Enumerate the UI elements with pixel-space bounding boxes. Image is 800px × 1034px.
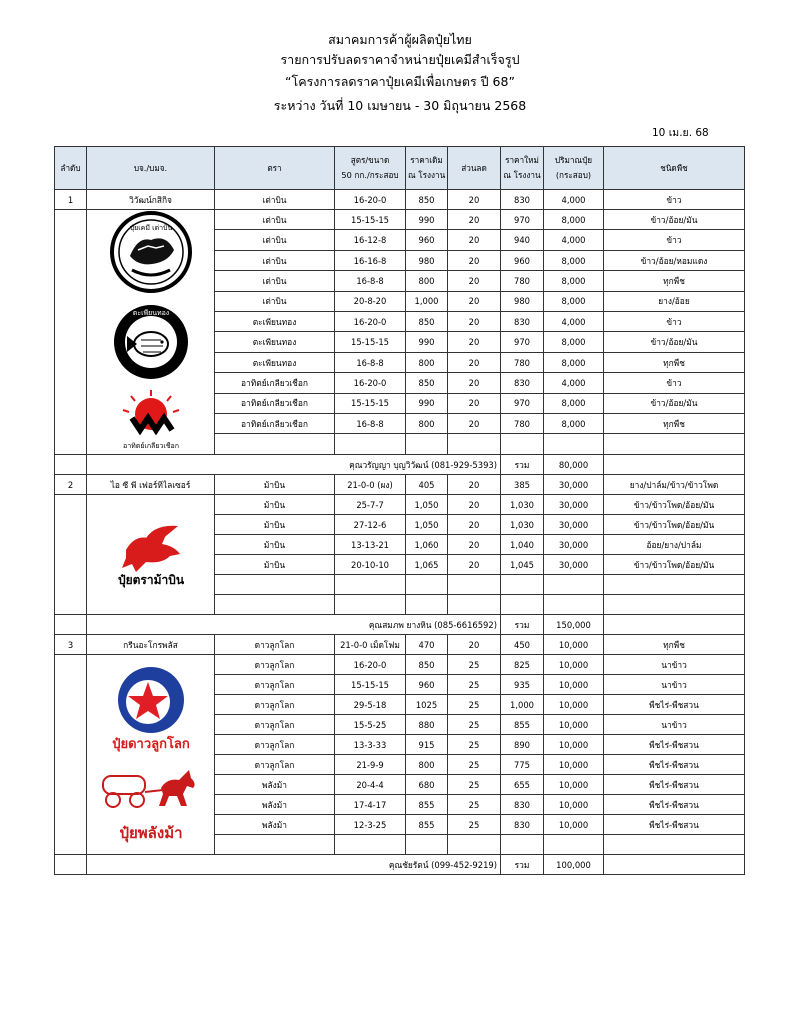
no-spacer-cell xyxy=(55,495,87,615)
col-new-price xyxy=(501,147,544,190)
cell-crop: ข้าว/ข้าวโพด/อ้อย/มัน xyxy=(604,495,745,515)
cell-crop: ทุกพืช xyxy=(604,414,745,434)
cell-formula: 21-0-0 (ผง) xyxy=(335,475,406,495)
cell-old: 405 xyxy=(406,475,448,495)
company-name: วิวัฒน์กสิกิจ xyxy=(87,190,215,210)
cell-qty: 8,000 xyxy=(544,271,604,291)
cell-crop: ข้าว xyxy=(604,230,745,250)
cell-discount: 20 xyxy=(448,635,501,655)
cell-new: 830 xyxy=(501,373,544,393)
row-no: 2 xyxy=(55,475,87,495)
col-new-line2: ณ โรงงาน xyxy=(503,170,541,180)
cell-qty: 4,000 xyxy=(544,230,604,250)
cell-brand: ตะเพียนทอง xyxy=(215,312,335,332)
cell-old: 1,050 xyxy=(406,515,448,535)
cell-old: 915 xyxy=(406,735,448,755)
cell-old: 960 xyxy=(406,675,448,695)
cell-formula: 16-8-8 xyxy=(335,352,406,372)
col-qty-line2: (กระสอบ) xyxy=(555,170,592,180)
cell-old: 1,000 xyxy=(406,291,448,311)
cell-qty: 4,000 xyxy=(544,312,604,332)
group-total-row xyxy=(55,455,745,475)
cell-discount: 20 xyxy=(448,475,501,495)
cell-formula: 27-12-6 xyxy=(335,515,406,535)
contact-person: คุณชัยรัตน์ (099-452-9219) xyxy=(87,855,501,875)
cell-new: 830 xyxy=(501,795,544,815)
cell-crop: พืชไร่-พืชสวน xyxy=(604,755,745,775)
cell-brand: เต่าบิน xyxy=(215,210,335,230)
cell-old: 850 xyxy=(406,190,448,210)
cell-new: 1,030 xyxy=(501,495,544,515)
cell-discount: 20 xyxy=(448,373,501,393)
cell-discount: 20 xyxy=(448,535,501,555)
cell-formula: 16-12-8 xyxy=(335,230,406,250)
cell-discount: 25 xyxy=(448,655,501,675)
cell-brand: ตะเพียนทอง xyxy=(215,332,335,352)
cell-qty: 8,000 xyxy=(544,414,604,434)
cell-brand: อาทิตย์เกลียวเชือก xyxy=(215,393,335,413)
cell-discount: 20 xyxy=(448,312,501,332)
cell-new: 450 xyxy=(501,635,544,655)
cell-formula: 13-3-33 xyxy=(335,735,406,755)
cell-formula: 20-8-20 xyxy=(335,291,406,311)
cell-qty: 10,000 xyxy=(544,735,604,755)
cell-old: 800 xyxy=(406,414,448,434)
cell-qty: 10,000 xyxy=(544,775,604,795)
cell-crop: ข้าว/อ้อย/มัน xyxy=(604,332,745,352)
cell-old: 990 xyxy=(406,210,448,230)
cell-new: 1,040 xyxy=(501,535,544,555)
cell-qty: 30,000 xyxy=(544,475,604,495)
cell-formula: 15-15-15 xyxy=(335,675,406,695)
cell-brand: เต่าบิน xyxy=(215,271,335,291)
cell-qty: 10,000 xyxy=(544,635,604,655)
col-old-price xyxy=(406,147,448,190)
cell-crop: ทุกพืช xyxy=(604,635,745,655)
pegasus-logo-text: ปุ๋ยตราม้าบิน xyxy=(117,572,184,587)
cell-brand: เต่าบิน xyxy=(215,190,335,210)
col-formula-line2: 50 กก./กระสอบ xyxy=(341,170,399,180)
cell-formula: 16-20-0 xyxy=(335,190,406,210)
cell-brand: เต่าบิน xyxy=(215,291,335,311)
cell-brand: พลังม้า xyxy=(215,815,335,835)
cell-old: 980 xyxy=(406,250,448,270)
cell-discount: 20 xyxy=(448,515,501,535)
contact-person: คุณสมภพ ยางหิน (085-6616592) xyxy=(87,615,501,635)
sun-rope-logo-icon xyxy=(106,388,196,454)
cell-new: 970 xyxy=(501,210,544,230)
company-name: กรีนอะโกรพลัส xyxy=(87,635,215,655)
cell-discount: 20 xyxy=(448,250,501,270)
table-row xyxy=(55,495,745,515)
col-discount: ส่วนลด xyxy=(448,147,501,190)
cell-old: 880 xyxy=(406,715,448,735)
turtle-logo-icon xyxy=(108,210,194,294)
cell-old: 680 xyxy=(406,775,448,795)
cell-crop: พืชไร่-พืชสวน xyxy=(604,735,745,755)
col-formula-line1: สูตร/ขนาด xyxy=(350,155,390,165)
contact-person: คุณวรัญญา บุญวิวัฒน์ (081-929-5393) xyxy=(87,455,501,475)
cell-formula: 20-10-10 xyxy=(335,555,406,575)
cell-formula: 29-5-18 xyxy=(335,695,406,715)
cell-crop: ยาง/ปาล์ม/ข้าว/ข้าวโพด xyxy=(604,475,745,495)
cell-old: 800 xyxy=(406,352,448,372)
cell-old: 850 xyxy=(406,655,448,675)
cell-new: 1,045 xyxy=(501,555,544,575)
cell-new: 780 xyxy=(501,271,544,291)
no-spacer-cell xyxy=(55,210,87,455)
col-old-line2: ณ โรงงาน xyxy=(408,170,446,180)
cell-new: 385 xyxy=(501,475,544,495)
cell-qty: 10,000 xyxy=(544,655,604,675)
cell-brand: ดาวลูกโลก xyxy=(215,755,335,775)
cell-new: 1,000 xyxy=(501,695,544,715)
cell-brand: ดาวลูกโลก xyxy=(215,735,335,755)
cell-discount: 20 xyxy=(448,495,501,515)
company-name: ไอ ซี พี เฟอร์ทิไลเซอร์ xyxy=(87,475,215,495)
col-brand: ตรา xyxy=(215,147,335,190)
cell-old: 855 xyxy=(406,815,448,835)
cell-new: 780 xyxy=(501,414,544,434)
cell-discount: 20 xyxy=(448,393,501,413)
group2-logos xyxy=(87,520,214,590)
cell-discount: 20 xyxy=(448,271,501,291)
cell-crop: ข้าว/ข้าวโพด/อ้อย/มัน xyxy=(604,555,745,575)
logo-cell xyxy=(87,495,215,615)
cell-new: 980 xyxy=(501,291,544,311)
cell-qty: 4,000 xyxy=(544,190,604,210)
col-old-line1: ราคาเดิม xyxy=(410,155,443,165)
cell-qty: 8,000 xyxy=(544,291,604,311)
cell-new: 775 xyxy=(501,755,544,775)
fish-logo-icon xyxy=(111,302,191,382)
doc-title: รายการปรับลดราคาจำหน่ายปุ๋ยเคมีสำเร็จรูป xyxy=(280,52,520,67)
cell-discount: 20 xyxy=(448,352,501,372)
cell-brand: ม้าบิน xyxy=(215,495,335,515)
cell-crop: พืชไร่-พืชสวน xyxy=(604,815,745,835)
cell-discount: 20 xyxy=(448,414,501,434)
logo-cell xyxy=(87,655,215,855)
cell-formula: 16-20-0 xyxy=(335,655,406,675)
cell-old: 990 xyxy=(406,332,448,352)
cell-formula: 12-3-25 xyxy=(335,815,406,835)
star-globe-logo-icon xyxy=(96,664,206,754)
document-date: 10 เม.ย. 68 xyxy=(652,127,709,139)
cell-crop: ข้าว xyxy=(604,373,745,393)
cell-brand: ดาวลูกโลก xyxy=(215,715,335,735)
cell-new: 830 xyxy=(501,312,544,332)
table-row xyxy=(55,210,745,230)
cell-new: 830 xyxy=(501,190,544,210)
cell-formula: 15-15-15 xyxy=(335,210,406,230)
cell-qty: 8,000 xyxy=(544,352,604,372)
col-quantity xyxy=(544,147,604,190)
group3-logos xyxy=(87,664,214,846)
cell-crop: ข้าว/อ้อย/มัน xyxy=(604,393,745,413)
cell-new: 890 xyxy=(501,735,544,755)
logo-cell xyxy=(87,210,215,455)
cell-brand: ดาวลูกโลก xyxy=(215,675,335,695)
total-quantity: 80,000 xyxy=(544,455,604,475)
group-total-row xyxy=(55,855,745,875)
col-qty-line1: ปริมาณปุ๋ย xyxy=(554,155,593,165)
cell-discount: 25 xyxy=(448,735,501,755)
table-row xyxy=(55,190,745,210)
cell-crop: ทุกพืช xyxy=(604,352,745,372)
table-row xyxy=(55,655,745,675)
cell-brand: ม้าบิน xyxy=(215,475,335,495)
cell-discount: 25 xyxy=(448,755,501,775)
col-crop: ชนิดพืช xyxy=(604,147,745,190)
pegasus-logo-icon xyxy=(96,520,206,590)
cell-brand: พลังม้า xyxy=(215,795,335,815)
cell-formula: 15-5-25 xyxy=(335,715,406,735)
cell-brand: ม้าบิน xyxy=(215,515,335,535)
cell-old: 855 xyxy=(406,795,448,815)
cell-discount: 20 xyxy=(448,190,501,210)
total-label: รวม xyxy=(501,455,544,475)
horse-cart-logo-icon xyxy=(93,764,209,846)
cell-old: 800 xyxy=(406,271,448,291)
cell-discount: 25 xyxy=(448,795,501,815)
cell-crop: ข้าว xyxy=(604,190,745,210)
cell-old: 1025 xyxy=(406,695,448,715)
price-table xyxy=(54,146,745,875)
total-label: รวม xyxy=(501,855,544,875)
cell-old: 960 xyxy=(406,230,448,250)
cell-crop: ข้าว/ข้าวโพด/อ้อย/มัน xyxy=(604,515,745,535)
cell-qty: 10,000 xyxy=(544,795,604,815)
total-quantity: 150,000 xyxy=(544,615,604,635)
cell-qty: 10,000 xyxy=(544,695,604,715)
cell-new: 830 xyxy=(501,815,544,835)
col-formula xyxy=(335,147,406,190)
cell-formula: 13-13-21 xyxy=(335,535,406,555)
table-header-row xyxy=(55,147,745,190)
group-total-row xyxy=(55,615,745,635)
cell-qty: 30,000 xyxy=(544,515,604,535)
cell-crop: ข้าว/อ้อย/หอมแดง xyxy=(604,250,745,270)
group1-logos xyxy=(87,210,214,454)
total-label: รวม xyxy=(501,615,544,635)
cell-old: 470 xyxy=(406,635,448,655)
cell-crop: พืชไร่-พืชสวน xyxy=(604,795,745,815)
cell-discount: 25 xyxy=(448,695,501,715)
cell-new: 655 xyxy=(501,775,544,795)
cell-new: 960 xyxy=(501,250,544,270)
cell-qty: 8,000 xyxy=(544,250,604,270)
cell-new: 970 xyxy=(501,393,544,413)
row-no: 1 xyxy=(55,190,87,210)
cell-crop: นาข้าว xyxy=(604,715,745,735)
cell-old: 850 xyxy=(406,373,448,393)
cell-brand: พลังม้า xyxy=(215,775,335,795)
cell-qty: 10,000 xyxy=(544,755,604,775)
row-no: 3 xyxy=(55,635,87,655)
cell-new: 855 xyxy=(501,715,544,735)
cell-discount: 20 xyxy=(448,230,501,250)
cell-new: 825 xyxy=(501,655,544,675)
cell-old: 850 xyxy=(406,312,448,332)
cell-discount: 25 xyxy=(448,815,501,835)
cell-crop: อ้อย/ยาง/ปาล์ม xyxy=(604,535,745,555)
cell-formula: 16-20-0 xyxy=(335,373,406,393)
cell-qty: 4,000 xyxy=(544,373,604,393)
cell-qty: 30,000 xyxy=(544,555,604,575)
cell-old: 990 xyxy=(406,393,448,413)
col-new-line1: ราคาใหม่ xyxy=(505,155,539,165)
cell-brand: ดาวลูกโลก xyxy=(215,655,335,675)
no-spacer-cell xyxy=(55,655,87,855)
cell-brand: เต่าบิน xyxy=(215,250,335,270)
cell-formula: 20-4-4 xyxy=(335,775,406,795)
cell-new: 940 xyxy=(501,230,544,250)
total-quantity: 100,000 xyxy=(544,855,604,875)
cell-brand: ตะเพียนทอง xyxy=(215,352,335,372)
cell-crop: ทุกพืช xyxy=(604,271,745,291)
sun-rope-logo-text: อาทิตย์เกลียวเชือก xyxy=(122,442,179,450)
cell-formula: 16-20-0 xyxy=(335,312,406,332)
cell-crop: ยาง/อ้อย xyxy=(604,291,745,311)
cell-discount: 20 xyxy=(448,210,501,230)
org-title: สมาคมการค้าผู้ผลิตปุ๋ยไทย xyxy=(328,32,472,47)
cell-discount: 20 xyxy=(448,555,501,575)
table-row xyxy=(55,635,745,655)
turtle-logo-text: ปุ๋ยเคมี เต่าบิน xyxy=(129,224,172,232)
cell-discount: 25 xyxy=(448,715,501,735)
table-row xyxy=(55,475,745,495)
cell-brand: ม้าบิน xyxy=(215,555,335,575)
cell-discount: 20 xyxy=(448,291,501,311)
cell-formula: 16-8-8 xyxy=(335,271,406,291)
cell-new: 1,030 xyxy=(501,515,544,535)
cell-formula: 16-8-8 xyxy=(335,414,406,434)
cell-formula: 15-15-15 xyxy=(335,332,406,352)
cell-formula: 21-0-0 เม็ดโฟม xyxy=(335,635,406,655)
cell-brand: เต่าบิน xyxy=(215,230,335,250)
cell-old: 1,065 xyxy=(406,555,448,575)
cell-brand: อาทิตย์เกลียวเชือก xyxy=(215,414,335,434)
cell-qty: 10,000 xyxy=(544,715,604,735)
cell-formula: 17-4-17 xyxy=(335,795,406,815)
cell-new: 970 xyxy=(501,332,544,352)
cell-brand: อาทิตย์เกลียวเชือก xyxy=(215,373,335,393)
cell-old: 1,050 xyxy=(406,495,448,515)
cell-old: 800 xyxy=(406,755,448,775)
star-globe-logo-text: ปุ๋ยดาวลูกโลก xyxy=(111,736,190,752)
cell-qty: 30,000 xyxy=(544,495,604,515)
cell-brand: ม้าบิน xyxy=(215,535,335,555)
cell-formula: 25-7-7 xyxy=(335,495,406,515)
fish-logo-text: ตะเพียนทอง xyxy=(132,309,169,317)
cell-qty: 30,000 xyxy=(544,535,604,555)
period-title: ระหว่าง วันที่ 10 เมษายน - 30 มิถุนายน 2568 xyxy=(273,98,527,113)
cell-crop: นาข้าว xyxy=(604,675,745,695)
cell-formula: 15-15-15 xyxy=(335,393,406,413)
cell-qty: 10,000 xyxy=(544,675,604,695)
cell-discount: 20 xyxy=(448,332,501,352)
cell-crop: นาข้าว xyxy=(604,655,745,675)
cell-crop: พืชไร่-พืชสวน xyxy=(604,695,745,715)
cell-crop: ข้าว/อ้อย/มัน xyxy=(604,210,745,230)
cell-new: 935 xyxy=(501,675,544,695)
cell-crop: ข้าว xyxy=(604,312,745,332)
cell-brand: ดาวลูกโลก xyxy=(215,635,335,655)
cell-qty: 10,000 xyxy=(544,815,604,835)
cell-formula: 16-16-8 xyxy=(335,250,406,270)
cell-qty: 8,000 xyxy=(544,332,604,352)
cell-crop: พืชไร่-พืชสวน xyxy=(604,775,745,795)
project-title: “โครงการลดราคาปุ๋ยเคมีเพื่อเกษตร ปี 68” xyxy=(285,74,515,89)
cell-new: 780 xyxy=(501,352,544,372)
cell-discount: 25 xyxy=(448,775,501,795)
cell-discount: 25 xyxy=(448,675,501,695)
cell-old: 1,060 xyxy=(406,535,448,555)
cell-brand: ดาวลูกโลก xyxy=(215,695,335,715)
cell-qty: 8,000 xyxy=(544,210,604,230)
col-company: บจ./บมจ. xyxy=(87,147,215,190)
cell-qty: 8,000 xyxy=(544,393,604,413)
cell-formula: 21-9-9 xyxy=(335,755,406,775)
col-no: ลำดับ xyxy=(55,147,87,190)
horse-cart-logo-text: ปุ๋ยพลังม้า xyxy=(118,823,183,842)
